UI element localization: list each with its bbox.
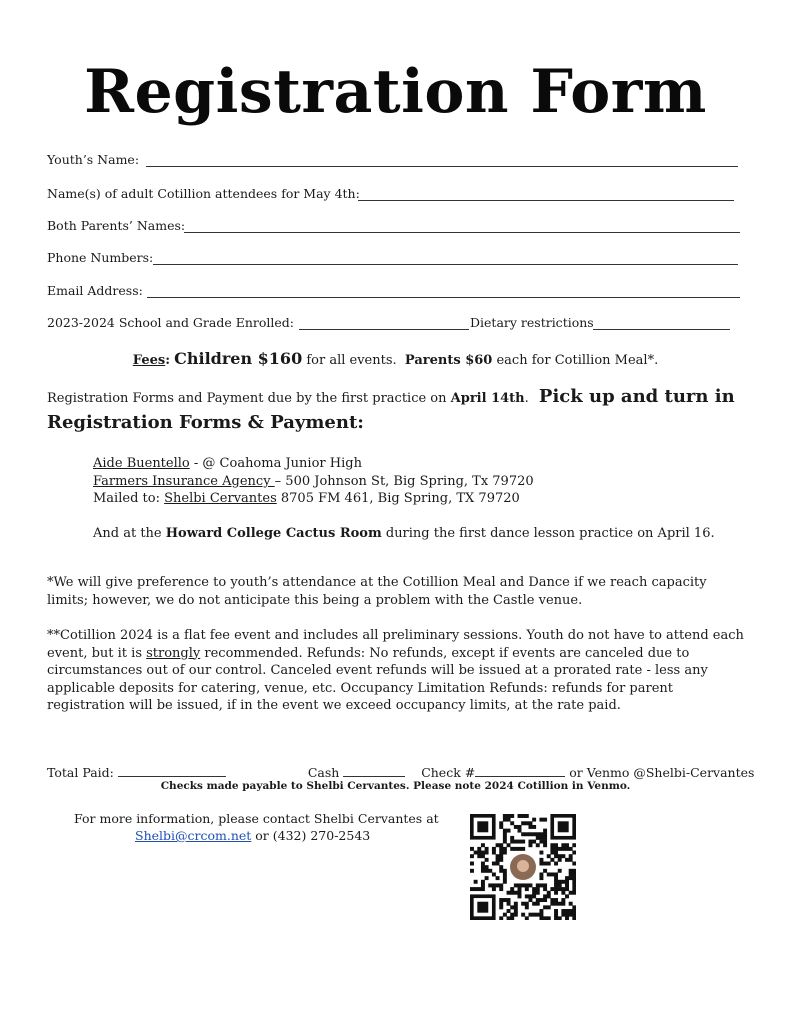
youth-name-label: Youth’s Name: bbox=[47, 152, 140, 167]
parents-fee: Parents $60 bbox=[404, 353, 493, 368]
venmo-label: or Venmo @Shelbi-Cervantes bbox=[569, 765, 755, 780]
phone-numbers-line[interactable] bbox=[153, 264, 738, 265]
dietary-label: Dietary restrictions bbox=[470, 315, 594, 330]
cash-label: Cash bbox=[307, 765, 340, 780]
email-address-line[interactable] bbox=[147, 297, 740, 298]
email-address-field[interactable] bbox=[47, 283, 143, 299]
youth-name-line[interactable] bbox=[146, 166, 738, 167]
dietary-line[interactable] bbox=[593, 329, 730, 330]
pickup-heading-1: Pick up and turn in bbox=[538, 386, 735, 407]
checks-note: Checks made payable to Shelbi Cervantes. Please note 2024 Cotillion in Venmo. bbox=[160, 780, 631, 792]
flat-fee-strongly: strongly bbox=[146, 645, 201, 661]
phone-numbers-label: Phone Numbers: bbox=[47, 250, 154, 265]
adult-attendees-field[interactable] bbox=[47, 186, 360, 202]
fees-line bbox=[0, 348, 791, 372]
due-date: April 14th bbox=[450, 391, 525, 406]
howard-prefix: And at the bbox=[93, 526, 166, 541]
mailed-name: Shelbi Cervantes bbox=[164, 491, 277, 506]
children-fee-note: for all events. bbox=[302, 353, 397, 368]
qr-code-icon[interactable] bbox=[470, 814, 576, 920]
school-grade-label: 2023-2024 School and Grade Enrolled: bbox=[47, 315, 295, 330]
school-grade-line[interactable] bbox=[299, 329, 469, 330]
page-title: Registration Form bbox=[84, 57, 707, 127]
parents-fee-note: each for Cotillion Meal*. bbox=[492, 353, 659, 368]
fees-colon: : bbox=[165, 353, 170, 368]
location-mailed bbox=[93, 490, 520, 507]
children-fee: Children $160 bbox=[174, 349, 303, 368]
flat-fee-start: **Cotillion 2024 is a flat fee event and includes all preliminary sessions. Youth do not have to attend each event, but it is bbox=[47, 628, 744, 661]
contact-email-link[interactable]: Shelbi@crcom.net bbox=[135, 828, 252, 843]
location-farmers bbox=[93, 473, 534, 490]
farmers-detail: – 500 Johnson St, Big Spring, Tx 79720 bbox=[274, 474, 534, 489]
total-paid-label: Total Paid: bbox=[47, 765, 114, 780]
flat-fee-note bbox=[47, 627, 747, 715]
flat-fee-end: recommended. Refunds: No refunds, except if events are canceled due to circumstances out of our control. Canceled event refunds will be issued at a prorated rate - less any applicable deposits for catering, venue, etc. Occupancy Limitation Refunds: refunds for parent registration will be issued, if in the event we exceed occupancy limits, at the rate paid. bbox=[47, 645, 708, 713]
qr-code-graphic bbox=[470, 814, 576, 920]
parents-names-field[interactable] bbox=[47, 218, 185, 234]
due-text: Registration Forms and Payment due by the first practice on bbox=[47, 391, 451, 406]
adult-attendees-label: Name(s) of adult Cotillion attendees for May 4th: bbox=[47, 186, 360, 201]
phone-numbers-field[interactable] bbox=[47, 250, 153, 266]
fees-label: Fees bbox=[132, 353, 166, 368]
check-blank[interactable] bbox=[475, 764, 565, 777]
contact-info bbox=[74, 810, 439, 844]
parents-names-label: Both Parents’ Names: bbox=[47, 218, 186, 233]
email-address-label: Email Address: bbox=[47, 283, 143, 298]
school-grade-field[interactable] bbox=[47, 315, 294, 331]
cash-blank[interactable] bbox=[343, 764, 405, 777]
location-howard bbox=[93, 525, 715, 542]
total-paid-blank[interactable] bbox=[118, 764, 226, 777]
adult-attendees-line[interactable] bbox=[358, 200, 734, 201]
location-aide bbox=[93, 455, 362, 472]
youth-name-field[interactable] bbox=[47, 152, 139, 168]
preference-note: *We will give preference to youth’s attendance at the Cotillion Meal and Dance if we reach capacity limits; however, we do not anticipate this being a problem with the Castle venue. bbox=[47, 575, 707, 608]
aide-name: Aide Buentello bbox=[93, 456, 190, 471]
mailed-prefix: Mailed to: bbox=[93, 491, 165, 506]
contact-details bbox=[74, 827, 439, 844]
aide-detail: - @ Coahoma Junior High bbox=[189, 456, 362, 471]
parents-names-line[interactable] bbox=[184, 232, 740, 233]
due-period: . bbox=[524, 391, 529, 406]
mailed-detail: 8705 FM 461, Big Spring, TX 79720 bbox=[276, 491, 520, 506]
dietary-field[interactable] bbox=[470, 315, 594, 331]
due-line bbox=[47, 385, 735, 411]
howard-detail: during the first dance lesson practice on April 16. bbox=[381, 526, 715, 541]
howard-place: Howard College Cactus Room bbox=[165, 526, 382, 541]
contact-line: For more information, please contact Shelbi Cervantes at bbox=[74, 811, 439, 826]
farmers-name: Farmers Insurance Agency bbox=[93, 474, 275, 489]
contact-phone: or (432) 270-2543 bbox=[251, 828, 371, 843]
check-label: Check # bbox=[421, 765, 476, 780]
pickup-heading-2: Registration Forms & Payment: bbox=[47, 412, 364, 433]
